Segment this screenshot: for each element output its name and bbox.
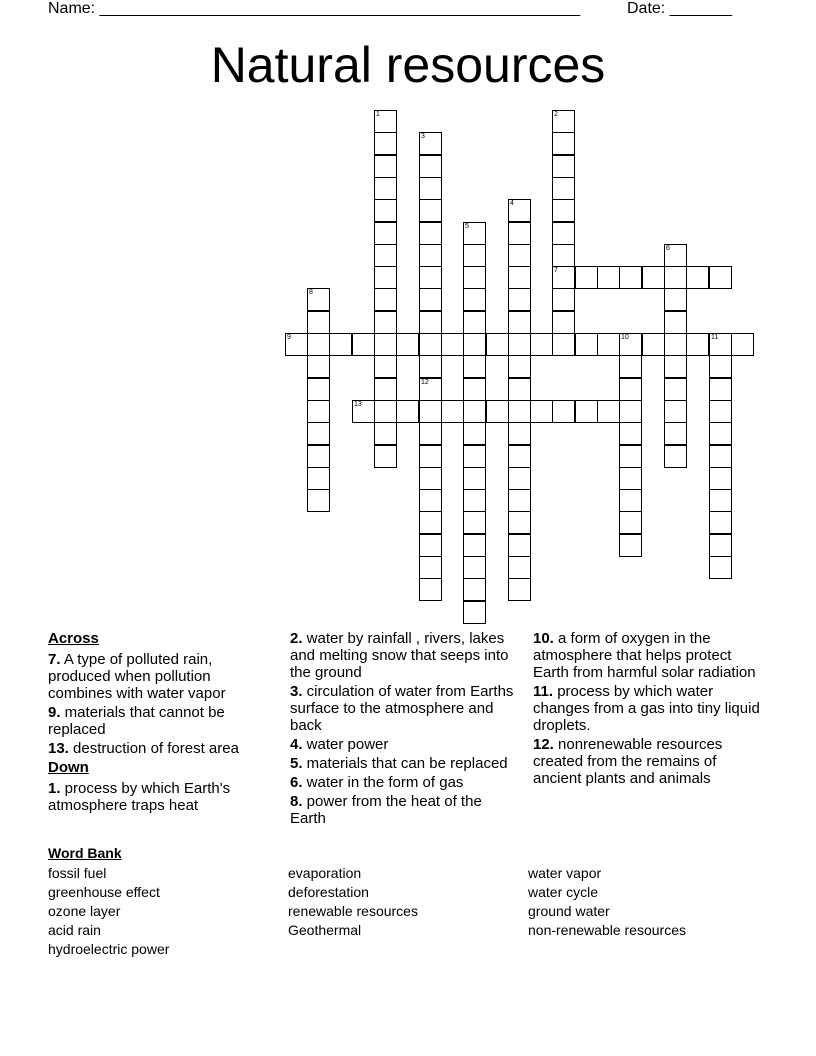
grid-cell[interactable]	[463, 489, 486, 512]
clue-item	[290, 774, 515, 791]
clue-number: 12.	[533, 736, 554, 753]
grid-cell[interactable]	[619, 511, 642, 534]
grid-cell[interactable]	[374, 266, 397, 289]
grid-cell[interactable]	[552, 244, 575, 267]
word-bank-column-3	[528, 864, 686, 940]
grid-cell[interactable]	[552, 132, 575, 155]
grid-cell[interactable]	[307, 333, 330, 356]
grid-cell[interactable]	[374, 155, 397, 178]
clue-number: 9.	[48, 704, 61, 721]
grid-cell[interactable]	[508, 489, 531, 512]
grid-cell[interactable]	[374, 199, 397, 222]
grid-cell[interactable]	[530, 333, 553, 356]
grid-cell[interactable]	[463, 445, 486, 468]
grid-cell[interactable]	[508, 266, 531, 289]
clue-text: materials that cannot be replaced	[48, 704, 225, 738]
cell-number: 11	[711, 334, 719, 341]
grid-cell[interactable]	[664, 400, 687, 423]
grid-cell[interactable]	[463, 511, 486, 534]
clue-text: water in the form of gas	[302, 774, 464, 791]
clues-column-3	[533, 630, 768, 789]
clue-item	[290, 736, 515, 753]
grid-cell[interactable]	[619, 355, 642, 378]
grid-cell[interactable]	[619, 378, 642, 401]
grid-cell[interactable]	[374, 288, 397, 311]
grid-cell[interactable]	[508, 422, 531, 445]
grid-cell[interactable]	[463, 556, 486, 579]
grid-cell[interactable]	[486, 400, 509, 423]
clues-column-2	[290, 630, 515, 829]
date-line: Date: _______	[627, 0, 732, 17]
cell-number: 5	[465, 223, 469, 230]
grid-cell[interactable]	[307, 445, 330, 468]
grid-cell[interactable]	[731, 333, 754, 356]
name-line: Name: ______________________________________________________	[48, 0, 581, 17]
clue-number: 11.	[533, 683, 554, 700]
grid-cell[interactable]	[709, 534, 732, 557]
grid-cell[interactable]	[552, 177, 575, 200]
grid-cell[interactable]	[419, 355, 442, 378]
clue-text: circulation of water from Earths surface to the atmosphere and back	[290, 683, 514, 734]
cell-number: 8	[309, 289, 313, 296]
grid-cell[interactable]	[374, 378, 397, 401]
cell-number: 13	[354, 401, 362, 408]
clue-item	[533, 683, 768, 734]
word-bank-item: hydroelectric power	[48, 941, 170, 957]
grid-cell[interactable]	[463, 400, 486, 423]
grid-cell[interactable]	[709, 445, 732, 468]
grid-cell[interactable]	[575, 333, 598, 356]
clue-item	[290, 793, 515, 827]
grid-cell[interactable]	[709, 378, 732, 401]
grid-cell[interactable]	[419, 556, 442, 579]
cell-number: 4	[510, 200, 514, 207]
grid-cell[interactable]	[642, 333, 665, 356]
grid-cell[interactable]	[709, 422, 732, 445]
grid-cell[interactable]	[419, 578, 442, 601]
grid-cell[interactable]	[419, 534, 442, 557]
grid-cell[interactable]	[463, 534, 486, 557]
clue-item	[533, 630, 768, 681]
grid-cell[interactable]	[419, 177, 442, 200]
cell-number: 9	[287, 334, 291, 341]
grid-cell[interactable]	[686, 266, 709, 289]
cell-number: 6	[666, 245, 670, 252]
clue-item	[48, 704, 273, 738]
word-bank-item: water cycle	[528, 884, 599, 900]
grid-cell[interactable]	[552, 311, 575, 334]
grid-cell[interactable]	[374, 400, 397, 423]
grid-cell[interactable]	[619, 467, 642, 490]
grid-cell[interactable]	[709, 489, 732, 512]
grid-cell[interactable]	[419, 132, 442, 155]
grid-cell[interactable]	[664, 333, 687, 356]
grid-cell[interactable]	[664, 422, 687, 445]
grid-cell[interactable]	[374, 244, 397, 267]
grid-cell[interactable]	[419, 422, 442, 445]
grid-cell[interactable]	[508, 311, 531, 334]
grid-cell[interactable]	[441, 400, 464, 423]
clue-item	[290, 683, 515, 734]
cell-number: 2	[554, 111, 558, 118]
grid-cell[interactable]	[352, 333, 375, 356]
grid-cell[interactable]	[508, 199, 531, 222]
word-bank-item: Geothermal	[288, 922, 362, 938]
cell-number: 10	[621, 334, 629, 341]
grid-cell[interactable]	[419, 244, 442, 267]
grid-cell[interactable]	[463, 288, 486, 311]
grid-cell[interactable]	[307, 355, 330, 378]
grid-cell[interactable]	[419, 445, 442, 468]
grid-cell[interactable]	[709, 556, 732, 579]
grid-cell[interactable]	[664, 445, 687, 468]
grid-cell[interactable]	[619, 534, 642, 557]
grid-cell[interactable]	[508, 288, 531, 311]
clue-item	[290, 755, 515, 772]
grid-cell[interactable]	[664, 266, 687, 289]
grid-cell[interactable]	[575, 266, 598, 289]
clue-number: 10.	[533, 630, 554, 647]
clue-number: 6.	[290, 774, 303, 791]
grid-cell[interactable]	[329, 333, 352, 356]
grid-cell[interactable]	[552, 110, 575, 133]
clue-text: water power	[302, 736, 389, 753]
grid-cell[interactable]	[419, 400, 442, 423]
grid-cell[interactable]	[619, 445, 642, 468]
grid-cell[interactable]	[709, 511, 732, 534]
grid-cell[interactable]	[530, 400, 553, 423]
grid-cell[interactable]	[285, 333, 308, 356]
grid-cell[interactable]	[508, 534, 531, 557]
clue-number: 4.	[290, 736, 303, 753]
grid-cell[interactable]	[664, 378, 687, 401]
word-bank-column-1	[48, 864, 169, 959]
clues-column-1	[48, 630, 273, 816]
cell-number: 3	[421, 133, 425, 140]
grid-cell[interactable]	[508, 445, 531, 468]
grid-cell[interactable]	[709, 333, 732, 356]
grid-cell[interactable]	[374, 445, 397, 468]
grid-cell[interactable]	[463, 244, 486, 267]
grid-cell[interactable]	[486, 333, 509, 356]
grid-cell[interactable]	[508, 467, 531, 490]
grid-cell[interactable]	[508, 511, 531, 534]
word-bank-title: Word Bank	[48, 845, 122, 861]
word-bank-item: acid rain	[48, 922, 101, 938]
grid-cell[interactable]	[575, 400, 598, 423]
grid-cell[interactable]	[463, 333, 486, 356]
grid-cell[interactable]	[419, 222, 442, 245]
grid-cell[interactable]	[709, 266, 732, 289]
grid-cell[interactable]	[642, 266, 665, 289]
grid-cell[interactable]	[508, 400, 531, 423]
grid-cell[interactable]	[463, 422, 486, 445]
clue-number: 7.	[48, 651, 61, 668]
grid-cell[interactable]	[307, 400, 330, 423]
grid-cell[interactable]	[463, 311, 486, 334]
grid-cell[interactable]	[508, 578, 531, 601]
grid-cell[interactable]	[419, 288, 442, 311]
clue-text: destruction of forest area	[68, 740, 239, 757]
grid-cell[interactable]	[552, 199, 575, 222]
clue-text: nonrenewable resources created from the remains of ancient plants and animals	[533, 736, 723, 787]
grid-cell[interactable]	[552, 400, 575, 423]
across-heading: Across	[48, 630, 99, 647]
grid-cell[interactable]	[664, 244, 687, 267]
clue-number: 8.	[290, 793, 303, 810]
clue-number: 5.	[290, 755, 303, 772]
down-clue-list-1	[48, 780, 273, 816]
grid-cell[interactable]	[619, 489, 642, 512]
grid-cell[interactable]	[463, 378, 486, 401]
grid-cell[interactable]	[508, 244, 531, 267]
grid-cell[interactable]	[619, 422, 642, 445]
down-clue-list-3	[533, 630, 768, 789]
word-bank-item: greenhouse effect	[48, 884, 160, 900]
clue-text: materials that can be replaced	[302, 755, 508, 772]
grid-cell[interactable]	[709, 467, 732, 490]
grid-cell[interactable]	[441, 333, 464, 356]
word-bank-column-2	[288, 864, 418, 940]
clue-item	[48, 651, 273, 702]
grid-cell[interactable]	[463, 355, 486, 378]
grid-cell[interactable]	[619, 400, 642, 423]
grid-cell[interactable]	[597, 400, 620, 423]
grid-cell[interactable]	[374, 222, 397, 245]
grid-cell[interactable]	[307, 489, 330, 512]
clue-number: 13.	[48, 740, 69, 757]
grid-cell[interactable]	[709, 355, 732, 378]
grid-cell[interactable]	[307, 467, 330, 490]
clue-item	[290, 630, 515, 681]
word-bank-item: fossil fuel	[48, 865, 107, 881]
grid-cell[interactable]	[419, 511, 442, 534]
grid-cell[interactable]	[664, 288, 687, 311]
clue-text: process by which water changes from a gas into tiny liquid droplets.	[533, 683, 760, 734]
down-clue-list-2	[290, 630, 515, 829]
clue-item	[48, 780, 273, 814]
grid-cell[interactable]	[419, 489, 442, 512]
grid-cell[interactable]	[307, 288, 330, 311]
clue-text: process by which Earth's atmosphere traps heat	[48, 780, 231, 814]
clue-number: 2.	[290, 630, 303, 647]
grid-cell[interactable]	[552, 222, 575, 245]
grid-cell[interactable]	[619, 333, 642, 356]
grid-cell[interactable]	[508, 556, 531, 579]
grid-cell[interactable]	[508, 222, 531, 245]
grid-cell[interactable]	[686, 333, 709, 356]
grid-cell[interactable]	[396, 400, 419, 423]
grid-cell[interactable]	[396, 333, 419, 356]
grid-cell[interactable]	[374, 132, 397, 155]
word-bank-item: renewable resources	[288, 903, 418, 919]
grid-cell[interactable]	[419, 199, 442, 222]
grid-cell[interactable]	[552, 288, 575, 311]
grid-cell[interactable]	[508, 355, 531, 378]
clue-item	[48, 740, 273, 757]
clue-text: water by rainfall , rivers, lakes and melting snow that seeps into the ground	[290, 630, 509, 681]
down-heading: Down	[48, 759, 89, 776]
grid-cell[interactable]	[374, 110, 397, 133]
grid-cell[interactable]	[374, 311, 397, 334]
grid-cell[interactable]	[419, 333, 442, 356]
clue-item	[533, 736, 768, 787]
clue-number: 1.	[48, 780, 61, 797]
word-bank-item: water vapor	[528, 865, 602, 881]
grid-cell[interactable]	[597, 333, 620, 356]
grid-cell[interactable]	[463, 266, 486, 289]
grid-cell[interactable]	[307, 422, 330, 445]
grid-cell[interactable]	[552, 333, 575, 356]
clue-text: power from the heat of the Earth	[290, 793, 482, 827]
grid-cell[interactable]	[508, 333, 531, 356]
clue-number: 3.	[290, 683, 303, 700]
grid-cell[interactable]	[597, 266, 620, 289]
clue-text: a form of oxygen in the atmosphere that helps protect Earth from harmful solar radiation	[533, 630, 756, 681]
grid-cell[interactable]	[709, 400, 732, 423]
grid-cell[interactable]	[508, 378, 531, 401]
grid-cell[interactable]	[352, 400, 375, 423]
grid-cell[interactable]	[664, 355, 687, 378]
page-title: Natural resources	[210, 37, 606, 93]
grid-cell[interactable]	[374, 333, 397, 356]
word-bank-item: ozone layer	[48, 903, 121, 919]
across-clue-list	[48, 651, 273, 759]
clue-text: A type of polluted rain, produced when pollution combines with water vapor	[48, 651, 226, 702]
grid-cell[interactable]	[374, 422, 397, 445]
grid-cell[interactable]	[463, 578, 486, 601]
grid-cell[interactable]	[552, 155, 575, 178]
grid-cell[interactable]	[307, 311, 330, 334]
grid-cell[interactable]	[419, 467, 442, 490]
grid-cell[interactable]	[619, 266, 642, 289]
cell-number: 7	[554, 267, 558, 274]
word-bank-item: ground water	[528, 903, 610, 919]
grid-cell[interactable]	[419, 378, 442, 401]
word-bank-item: evaporation	[288, 865, 362, 881]
grid-cell[interactable]	[463, 467, 486, 490]
word-bank-item: deforestation	[288, 884, 369, 900]
grid-cell[interactable]	[419, 266, 442, 289]
grid-cell[interactable]	[374, 177, 397, 200]
grid-cell[interactable]	[552, 266, 575, 289]
grid-cell[interactable]	[307, 378, 330, 401]
grid-cell[interactable]	[374, 355, 397, 378]
grid-cell[interactable]	[419, 155, 442, 178]
grid-cell[interactable]	[463, 601, 486, 624]
cell-number: 12	[421, 379, 429, 386]
cell-number: 1	[376, 111, 380, 118]
word-bank-item: non-renewable resources	[528, 922, 686, 938]
grid-cell[interactable]	[463, 222, 486, 245]
grid-cell[interactable]	[664, 311, 687, 334]
grid-cell[interactable]	[419, 311, 442, 334]
